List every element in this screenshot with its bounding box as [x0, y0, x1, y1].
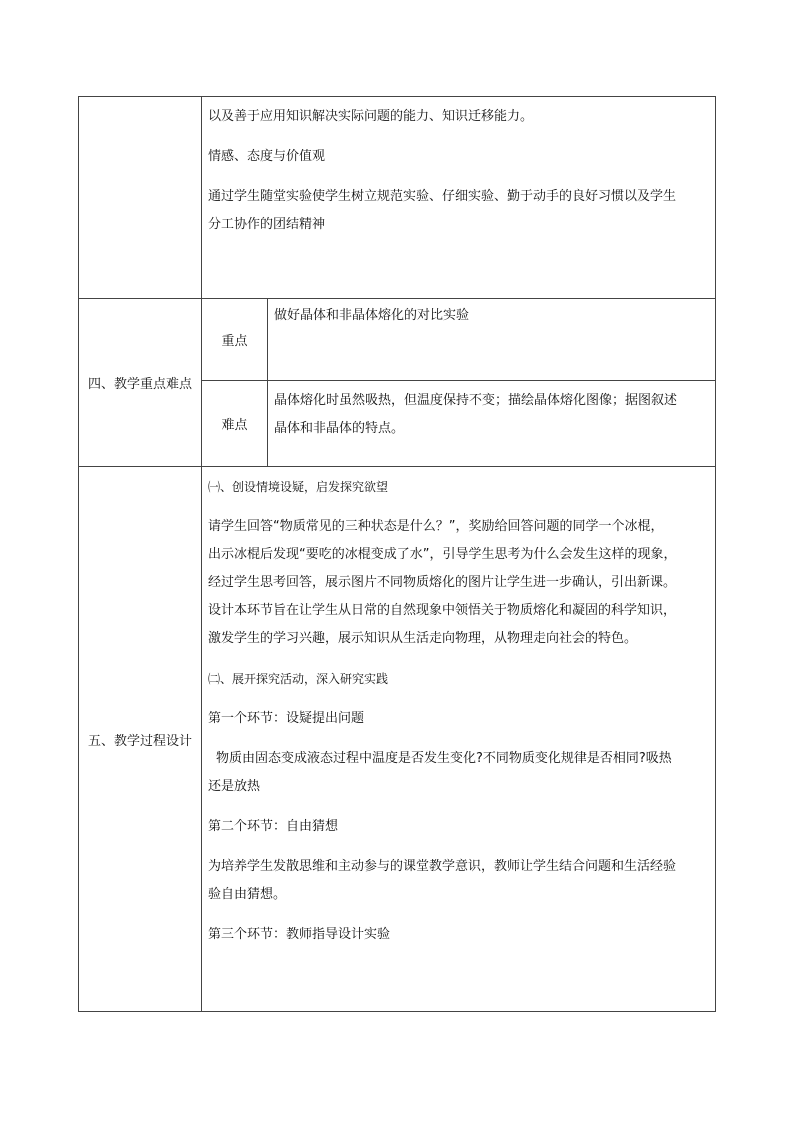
key-difficult-label: 四、教学重点难点 [79, 299, 202, 467]
section-line: 经过学生思考回答，展示图片不同物质熔化的图片让学生进一步确认，引出新课。 [208, 575, 677, 590]
step-line: 为培养学生发散思维和主动参与的课堂教学意识，教师让学生结合问题和生活经验 [208, 859, 677, 874]
section-line: 出示冰棍后发现“要吃的冰棍变成了水”，引导学生思考为什么会发生这样的现象， [208, 547, 677, 562]
section-line: 设计本环节旨在让学生从日常的自然现象中领悟关于物质熔化和凝固的科学知识， [208, 603, 677, 618]
objectives-content-cell [202, 97, 716, 299]
objectives-row [79, 97, 716, 299]
section-heading: ㈠、创设情境设疑，启发探究欲望 [208, 480, 389, 494]
objectives-label-cell [79, 97, 202, 299]
step-title: 第三个环节：教师指导设计实验 [208, 927, 391, 942]
objectives-line: 分工协作的团结精神 [208, 217, 326, 232]
process-label: 五、教学过程设计 [79, 467, 202, 1012]
difficult-line: 晶体和非晶体的特点。 [274, 421, 405, 436]
step-line: 验自由猜想。 [208, 887, 287, 902]
difficult-line: 晶体熔化时虽然吸热，但温度保持不变；描绘晶体熔化图像；据图叙述 [274, 393, 678, 408]
step-title: 第一个环节：设疑提出问题 [208, 711, 365, 726]
emotion-heading: 情感、态度与价值观 [208, 149, 326, 164]
objectives-line: 通过学生随堂实验使学生树立规范实验、仔细实验、勤于动手的良好习惯以及学生 [208, 189, 677, 204]
difficult-point-content [268, 381, 716, 467]
section-heading: ㈡、展开探究活动，深入研究实践 [208, 672, 389, 686]
step-line: 还是放热 [208, 779, 261, 794]
section-line: 请学生回答“物质常见的三种状态是什么？”，奖励给回答问题的同学一个冰棍， [208, 519, 664, 534]
step-line: 物质由固态变成液态过程中温度是否发生变化?不同物质变化规律是否相同?吸热 [216, 751, 672, 766]
process-content [202, 467, 716, 1012]
process-row [79, 467, 716, 1012]
step-title: 第二个环节：自由猜想 [208, 819, 339, 834]
objectives-line: 以及善于应用知识解决实际问题的能力、知识迁移能力。 [208, 109, 534, 124]
key-point-text: 做好晶体和非晶体熔化的对比实验 [274, 308, 470, 323]
section-line: 激发学生的学习兴趣，展示知识从生活走向物理，从物理走向社会的特色。 [208, 631, 638, 646]
lesson-plan-table [78, 96, 716, 1012]
key-point-row [79, 299, 716, 381]
key-point-label: 重点 [202, 299, 268, 381]
difficult-point-label: 难点 [202, 381, 268, 467]
key-point-content [268, 299, 716, 381]
